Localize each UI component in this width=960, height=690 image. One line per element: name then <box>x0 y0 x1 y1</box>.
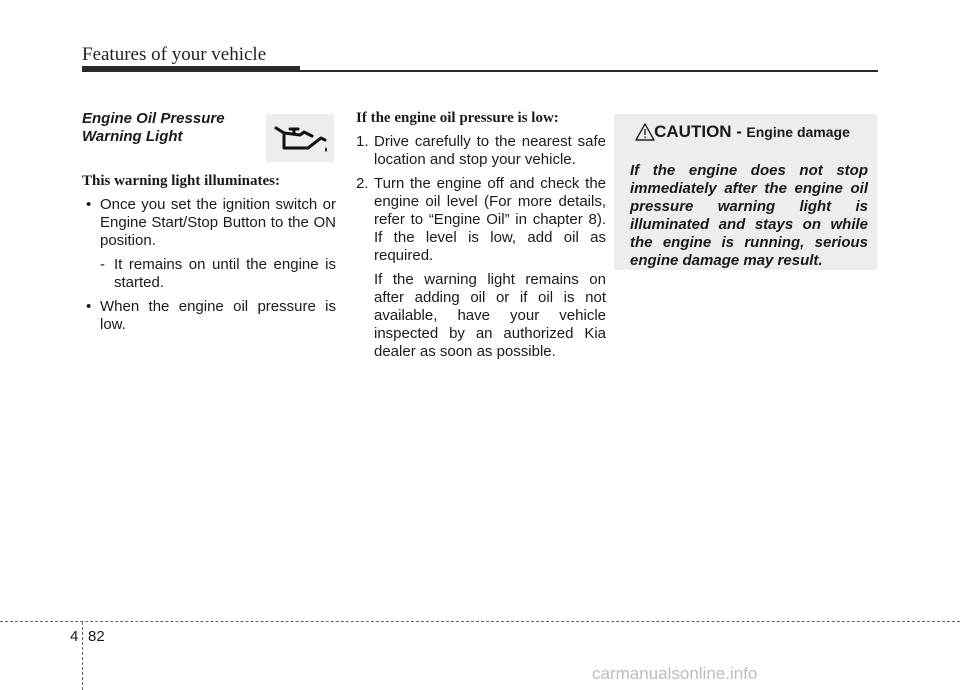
header-rule-thick <box>82 66 300 72</box>
low-pressure-subhead: If the engine oil pressure is low: <box>356 110 559 126</box>
dash-mark: - <box>100 256 105 273</box>
caution-heading <box>632 122 872 142</box>
page-number: 82 <box>88 628 105 645</box>
step-2 <box>356 175 606 265</box>
footer-vertical-rule <box>82 622 83 690</box>
caution-title: Engine damage <box>746 124 850 140</box>
sub-bullet-engine-started <box>82 256 336 292</box>
caution-label: CAUTION - <box>654 122 742 141</box>
step-2-number: 2. <box>356 175 369 192</box>
section-title <box>82 110 252 146</box>
step-1-number: 1. <box>356 133 369 150</box>
footer-dashed-rule <box>0 621 960 622</box>
caution-box <box>614 114 877 270</box>
middle-column <box>356 110 606 361</box>
oil-warning-icon-box <box>266 114 334 162</box>
oil-can-icon <box>266 114 334 162</box>
caution-body-text: If the engine does not stop immediately after the engine oil pressure warning light is illuminated and stays on while the engine is running, serious engine damage may result. <box>630 162 868 269</box>
bullet-oil-pressure-low: • When the engine oil pressure is low. <box>82 298 336 334</box>
step-2-text: Turn the engine off and check the engine oil level (For more details, refer to “Engine Oil” in chapter 8). If the level is low, add oil as required. <box>374 175 606 264</box>
illuminates-subhead: This warning light illuminates: <box>82 173 280 189</box>
section-title-line1: Engine Oil Pressure <box>82 110 225 127</box>
step-1 <box>356 133 606 169</box>
step-1-text: Drive carefully to the nearest safe location and stop your vehicle. <box>374 133 606 168</box>
header-rule-thin <box>300 70 878 72</box>
chapter-number: 4 <box>70 628 79 645</box>
bullet-ignition: • Once you set the ignition switch or Engine Start/Stop Button to the ON position. <box>82 196 336 250</box>
page-header-title: Features of your vehicle <box>82 44 267 65</box>
sub-bullet-text: It remains on until the engine is started. <box>114 256 336 291</box>
watermark: carmanualsonline.info <box>592 664 758 683</box>
step-2-extra: If the warning light remains on after adding oil or if oil is not available, have your vehicle inspected by an authorized Kia dealer as soon as possible. <box>374 271 606 360</box>
section-title-line2: Warning Light <box>82 128 183 145</box>
